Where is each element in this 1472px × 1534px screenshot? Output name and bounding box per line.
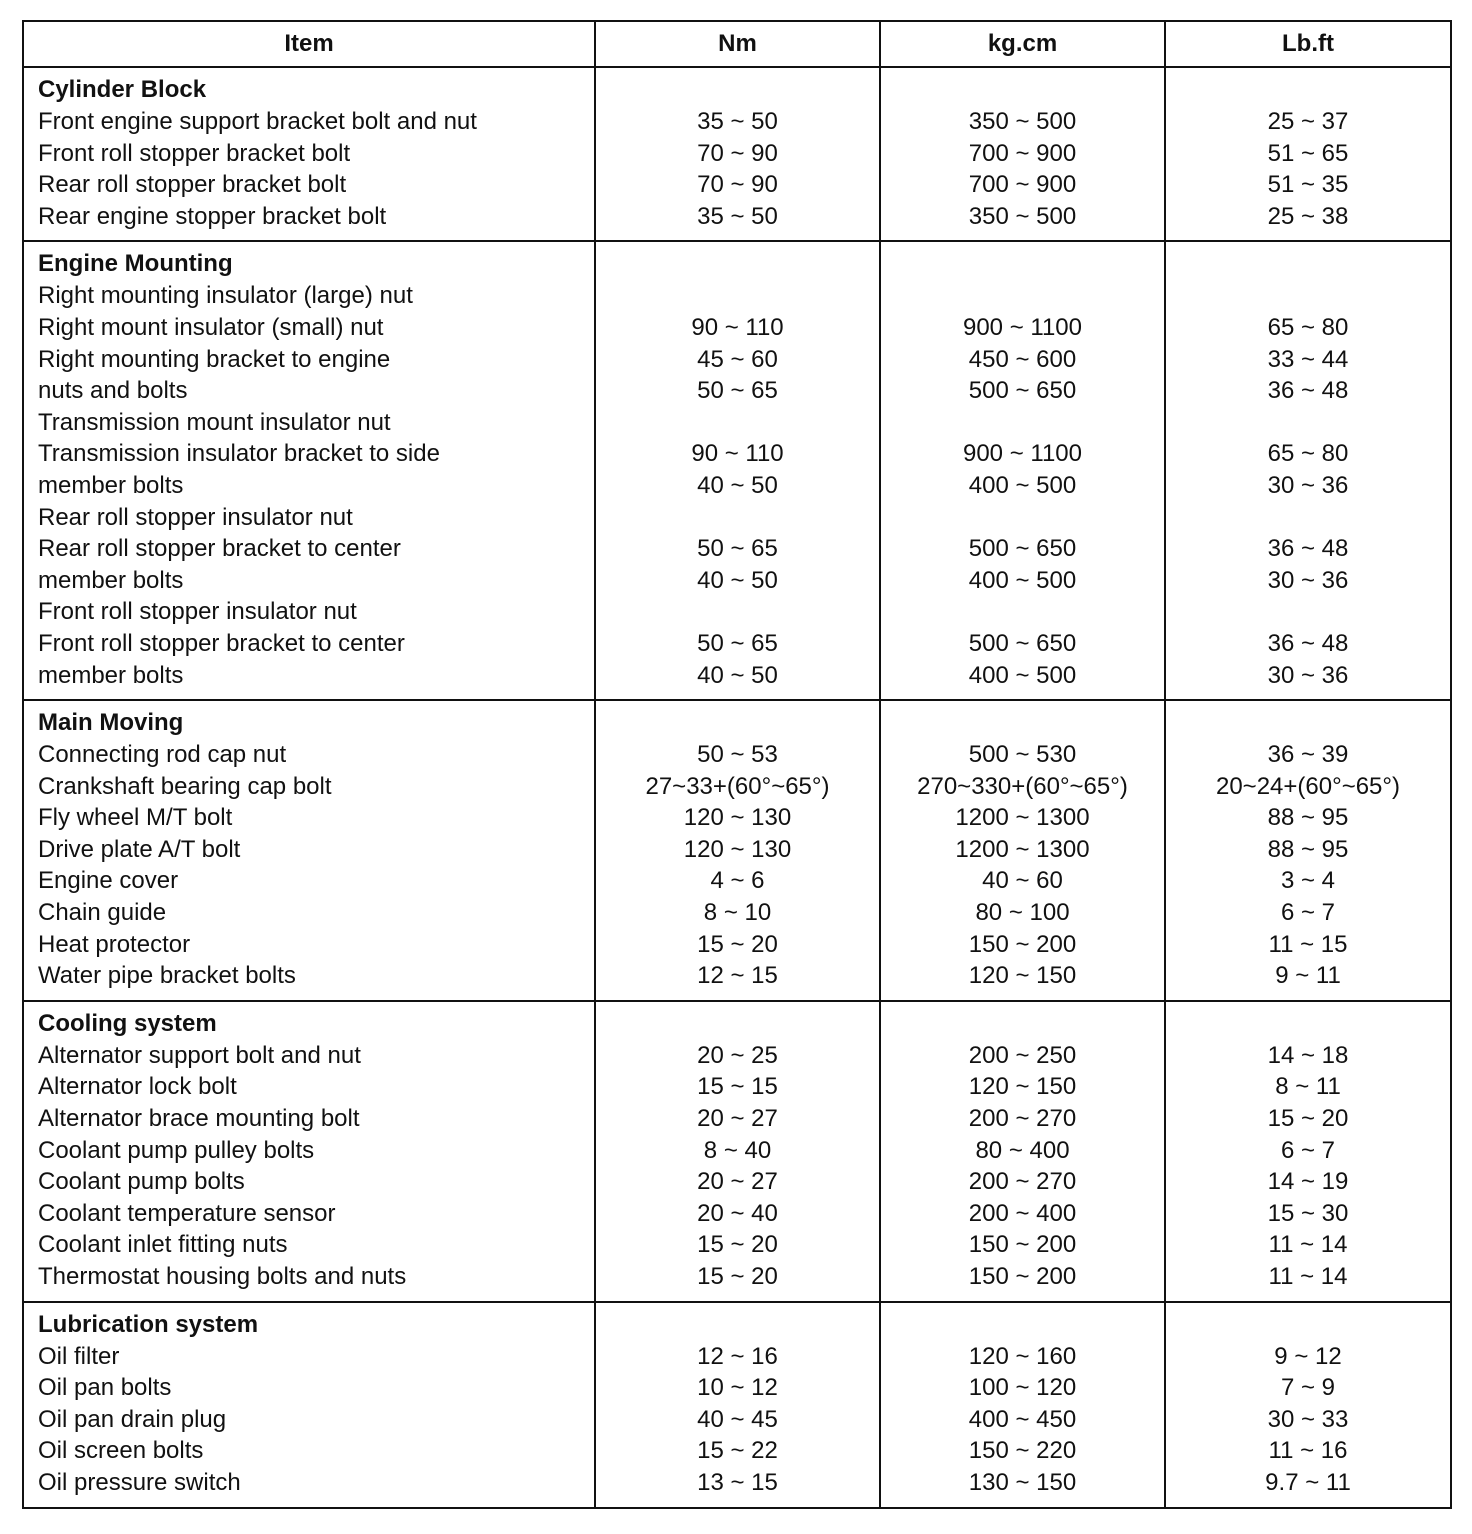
item-label: Chain guide (38, 899, 167, 927)
nm-value: 40 ~ 50 (697, 566, 778, 594)
kgcm-value: 500 ~ 650 (968, 629, 1077, 657)
kgcm-value: 80 ~ 100 (975, 899, 1070, 927)
kgcm-value: 450 ~ 600 (968, 345, 1077, 373)
lbft-cell (1165, 700, 1451, 1001)
item-cell (23, 700, 595, 1001)
header-lbft: Lb.ft (1165, 21, 1451, 67)
kgcm-value: 700 ~ 900 (968, 171, 1077, 199)
kgcm-cell (880, 241, 1165, 700)
lbft-value: 6 ~ 7 (1280, 1136, 1336, 1164)
nm-value: 8 ~ 40 (703, 1136, 772, 1164)
kgcm-value (881, 407, 1164, 439)
lbft-cell (1165, 1001, 1451, 1302)
item-label: nuts and bolts (38, 377, 188, 405)
nm-value: 20 ~ 27 (697, 1105, 778, 1133)
item-cell (23, 67, 595, 241)
lbft-value: 25 ~ 37 (1267, 108, 1349, 135)
nm-value: 70 ~ 90 (697, 139, 778, 167)
kgcm-value: 80 ~ 400 (975, 1136, 1070, 1164)
lbft-value: 15 ~ 30 (1267, 1199, 1349, 1227)
lbft-cell (1165, 67, 1451, 241)
item-label: Coolant pump pulley bolts (38, 1136, 315, 1164)
value-spacer (881, 707, 1164, 739)
header-row (23, 21, 1451, 67)
item-label: Rear engine stopper bracket bolt (38, 202, 387, 230)
item-label: Alternator brace mounting bolt (38, 1105, 360, 1133)
nm-value: 40 ~ 50 (697, 661, 778, 689)
item-label: Oil pressure switch (38, 1468, 241, 1496)
kgcm-value (881, 502, 1164, 534)
kgcm-value: 1200 ~ 1300 (955, 835, 1090, 863)
kgcm-value: 350 ~ 500 (968, 108, 1077, 135)
kgcm-value: 40 ~ 60 (982, 867, 1063, 895)
lbft-value: 11 ~ 16 (1268, 1437, 1348, 1465)
lbft-value: 30 ~ 36 (1267, 471, 1349, 499)
item-label: Connecting rod cap nut (38, 741, 287, 769)
kgcm-value: 500 ~ 650 (968, 377, 1077, 405)
nm-value: 4 ~ 6 (710, 867, 765, 895)
kgcm-value: 400 ~ 500 (968, 566, 1077, 594)
lbft-value: 20~24+(60°~65°) (1215, 772, 1400, 800)
item-label: Coolant inlet fitting nuts (38, 1231, 288, 1259)
nm-cell (595, 1302, 880, 1508)
item-label: Coolant pump bolts (38, 1168, 245, 1196)
lbft-value: 3 ~ 4 (1280, 867, 1336, 895)
nm-value: 50 ~ 65 (697, 629, 778, 657)
nm-value (596, 280, 879, 312)
item-label: Oil pan bolts (38, 1374, 172, 1402)
lbft-value: 14 ~ 19 (1267, 1168, 1349, 1196)
item-label: Drive plate A/T bolt (38, 835, 241, 863)
kgcm-value: 350 ~ 500 (968, 202, 1077, 230)
lbft-value: 11 ~ 15 (1268, 930, 1348, 958)
kgcm-value: 270~330+(60°~65°) (917, 772, 1128, 800)
item-label: Rear roll stopper insulator nut (38, 503, 353, 531)
value-spacer (596, 1008, 879, 1040)
nm-value: 35 ~ 50 (697, 108, 778, 135)
nm-value: 10 ~ 12 (697, 1374, 778, 1402)
lbft-value: 30 ~ 36 (1267, 566, 1349, 594)
lbft-value: 51 ~ 65 (1267, 139, 1349, 167)
lbft-cell (1165, 241, 1451, 700)
table-section-row (23, 1001, 1451, 1302)
item-label: Rear roll stopper bracket to center (38, 535, 401, 563)
kgcm-value: 150 ~ 200 (968, 930, 1077, 958)
lbft-value: 30 ~ 33 (1267, 1405, 1349, 1433)
nm-value: 50 ~ 65 (697, 535, 778, 563)
kgcm-value: 150 ~ 220 (968, 1437, 1077, 1465)
item-label: member bolts (38, 471, 184, 499)
section-title: Lubrication system (38, 1310, 259, 1338)
item-label: Alternator lock bolt (38, 1073, 237, 1101)
item-label: Transmission mount insulator nut (38, 408, 391, 436)
lbft-cell (1165, 1302, 1451, 1508)
kgcm-value: 1200 ~ 1300 (955, 804, 1090, 832)
value-spacer (1166, 248, 1450, 280)
kgcm-value: 500 ~ 650 (968, 535, 1077, 563)
kgcm-value: 120 ~ 150 (968, 962, 1077, 990)
nm-value: 90 ~ 110 (691, 440, 784, 468)
item-label: Heat protector (38, 930, 191, 958)
kgcm-value: 150 ~ 200 (968, 1263, 1077, 1290)
nm-value: 12 ~ 16 (697, 1342, 778, 1370)
nm-value: 40 ~ 50 (697, 471, 778, 499)
kgcm-value: 120 ~ 150 (968, 1073, 1077, 1101)
lbft-value (1166, 280, 1450, 312)
nm-value: 15 ~ 20 (697, 1263, 778, 1290)
kgcm-value (881, 280, 1164, 312)
value-spacer (596, 707, 879, 739)
lbft-value (1166, 502, 1450, 534)
kgcm-value: 150 ~ 200 (968, 1231, 1077, 1259)
nm-value: 27~33+(60°~65°) (645, 772, 830, 800)
item-label: Transmission insulator bracket to side (38, 440, 440, 468)
table-section-row (23, 241, 1451, 700)
table-section-row (23, 67, 1451, 241)
value-spacer (881, 1309, 1164, 1341)
item-label: Water pipe bracket bolts (38, 962, 296, 990)
item-cell (23, 241, 595, 700)
item-label: Rear roll stopper bracket bolt (38, 171, 347, 199)
nm-cell (595, 67, 880, 241)
nm-value: 120 ~ 130 (683, 835, 792, 863)
value-spacer (596, 1309, 879, 1341)
lbft-value: 51 ~ 35 (1267, 171, 1349, 199)
lbft-value: 9 ~ 11 (1275, 962, 1341, 990)
nm-value (596, 502, 879, 534)
value-spacer (1166, 1008, 1450, 1040)
value-spacer (596, 74, 879, 106)
kgcm-value: 100 ~ 120 (968, 1374, 1077, 1402)
nm-value: 15 ~ 15 (697, 1073, 778, 1101)
kgcm-cell (880, 1302, 1165, 1508)
item-label: member bolts (38, 566, 184, 594)
item-label: Front roll stopper bracket to center (38, 629, 405, 657)
section-title: Cylinder Block (38, 76, 207, 103)
kgcm-value: 130 ~ 150 (968, 1468, 1077, 1496)
kgcm-value: 120 ~ 160 (968, 1342, 1077, 1370)
nm-value: 8 ~ 10 (703, 899, 772, 927)
nm-value: 50 ~ 65 (697, 377, 778, 405)
section-title: Main Moving (38, 709, 184, 737)
lbft-value: 25 ~ 38 (1267, 202, 1349, 230)
nm-value: 50 ~ 53 (697, 741, 778, 769)
item-label: Thermostat housing bolts and nuts (38, 1263, 407, 1290)
item-cell (23, 1302, 595, 1508)
value-spacer (881, 74, 1164, 106)
table-body (23, 67, 1451, 1508)
item-label: member bolts (38, 661, 184, 689)
nm-cell (595, 700, 880, 1001)
lbft-value: 7 ~ 9 (1280, 1374, 1336, 1402)
lbft-value: 6 ~ 7 (1280, 899, 1336, 927)
value-spacer (1166, 707, 1450, 739)
kgcm-cell (880, 1001, 1165, 1302)
item-label: Alternator support bolt and nut (38, 1041, 361, 1069)
nm-value: 20 ~ 25 (697, 1041, 778, 1069)
nm-value: 70 ~ 90 (697, 171, 778, 199)
nm-value: 15 ~ 20 (697, 930, 778, 958)
nm-cell (595, 241, 880, 700)
item-label: Coolant temperature sensor (38, 1199, 336, 1227)
torque-specification-table (22, 20, 1452, 1509)
kgcm-value: 900 ~ 1100 (962, 313, 1082, 341)
header-item: Item (23, 21, 595, 67)
lbft-value: 65 ~ 80 (1267, 440, 1349, 468)
nm-value (596, 407, 879, 439)
nm-value: 20 ~ 27 (697, 1168, 778, 1196)
item-label: Oil filter (38, 1342, 120, 1370)
lbft-value: 88 ~ 95 (1267, 835, 1349, 863)
kgcm-value: 500 ~ 530 (968, 741, 1077, 769)
value-spacer (881, 1008, 1164, 1040)
lbft-value: 36 ~ 48 (1267, 377, 1349, 405)
section-title: Cooling system (38, 1009, 217, 1037)
lbft-value: 11 ~ 14 (1268, 1263, 1348, 1290)
kgcm-value: 400 ~ 500 (968, 471, 1077, 499)
kgcm-value: 900 ~ 1100 (962, 440, 1082, 468)
item-label: Front roll stopper bracket bolt (38, 139, 351, 167)
lbft-value: 65 ~ 80 (1267, 313, 1349, 341)
kgcm-value: 400 ~ 450 (968, 1405, 1077, 1433)
lbft-value: 36 ~ 39 (1267, 741, 1349, 769)
kgcm-cell (880, 67, 1165, 241)
kgcm-value: 400 ~ 500 (968, 661, 1077, 689)
item-label: Front roll stopper insulator nut (38, 598, 357, 626)
kgcm-cell (880, 700, 1165, 1001)
nm-value: 90 ~ 110 (691, 313, 784, 341)
header-kgcm: kg.cm (880, 21, 1165, 67)
kgcm-value: 200 ~ 270 (968, 1168, 1077, 1196)
nm-value: 120 ~ 130 (683, 804, 792, 832)
lbft-value: 14 ~ 18 (1267, 1041, 1349, 1069)
item-label: Oil screen bolts (38, 1437, 204, 1465)
kgcm-value: 700 ~ 900 (968, 139, 1077, 167)
kgcm-value: 200 ~ 270 (968, 1105, 1077, 1133)
value-spacer (596, 248, 879, 280)
nm-value: 45 ~ 60 (697, 345, 778, 373)
item-label: Oil pan drain plug (38, 1405, 227, 1433)
value-spacer (1166, 1309, 1450, 1341)
item-label: Fly wheel M/T bolt (38, 804, 233, 832)
item-label: Right mounting bracket to engine (38, 345, 391, 373)
kgcm-value: 200 ~ 250 (968, 1041, 1077, 1069)
lbft-value: 88 ~ 95 (1267, 804, 1349, 832)
nm-value: 40 ~ 45 (697, 1405, 778, 1433)
table-section-row (23, 700, 1451, 1001)
lbft-value: 11 ~ 14 (1268, 1231, 1348, 1259)
kgcm-value: 200 ~ 400 (968, 1199, 1077, 1227)
nm-value: 15 ~ 20 (697, 1231, 778, 1259)
lbft-value: 30 ~ 36 (1267, 661, 1349, 689)
nm-value: 35 ~ 50 (697, 202, 778, 230)
lbft-value: 36 ~ 48 (1267, 535, 1349, 563)
lbft-value: 8 ~ 11 (1275, 1073, 1341, 1101)
item-label: Front engine support bracket bolt and nut (38, 108, 477, 135)
lbft-value: 9.7 ~ 11 (1265, 1468, 1351, 1496)
nm-value: 13 ~ 15 (697, 1468, 778, 1496)
nm-cell (595, 1001, 880, 1302)
nm-value: 12 ~ 15 (697, 962, 778, 990)
value-spacer (881, 248, 1164, 280)
section-title: Engine Mounting (38, 250, 233, 278)
lbft-value: 15 ~ 20 (1267, 1105, 1349, 1133)
item-label: Right mount insulator (small) nut (38, 313, 384, 341)
item-label: Right mounting insulator (large) nut (38, 282, 413, 310)
kgcm-value (881, 596, 1164, 628)
lbft-value (1166, 596, 1450, 628)
nm-value: 20 ~ 40 (697, 1199, 778, 1227)
nm-value (596, 596, 879, 628)
lbft-value: 9 ~ 12 (1274, 1342, 1342, 1370)
lbft-value: 36 ~ 48 (1267, 629, 1349, 657)
header-nm: Nm (595, 21, 880, 67)
item-label: Engine cover (38, 867, 179, 895)
item-cell (23, 1001, 595, 1302)
value-spacer (1166, 74, 1450, 106)
nm-value: 15 ~ 22 (697, 1437, 778, 1465)
item-label: Crankshaft bearing cap bolt (38, 772, 332, 800)
table-section-row (23, 1302, 1451, 1508)
lbft-value (1166, 407, 1450, 439)
lbft-value: 33 ~ 44 (1267, 345, 1349, 373)
